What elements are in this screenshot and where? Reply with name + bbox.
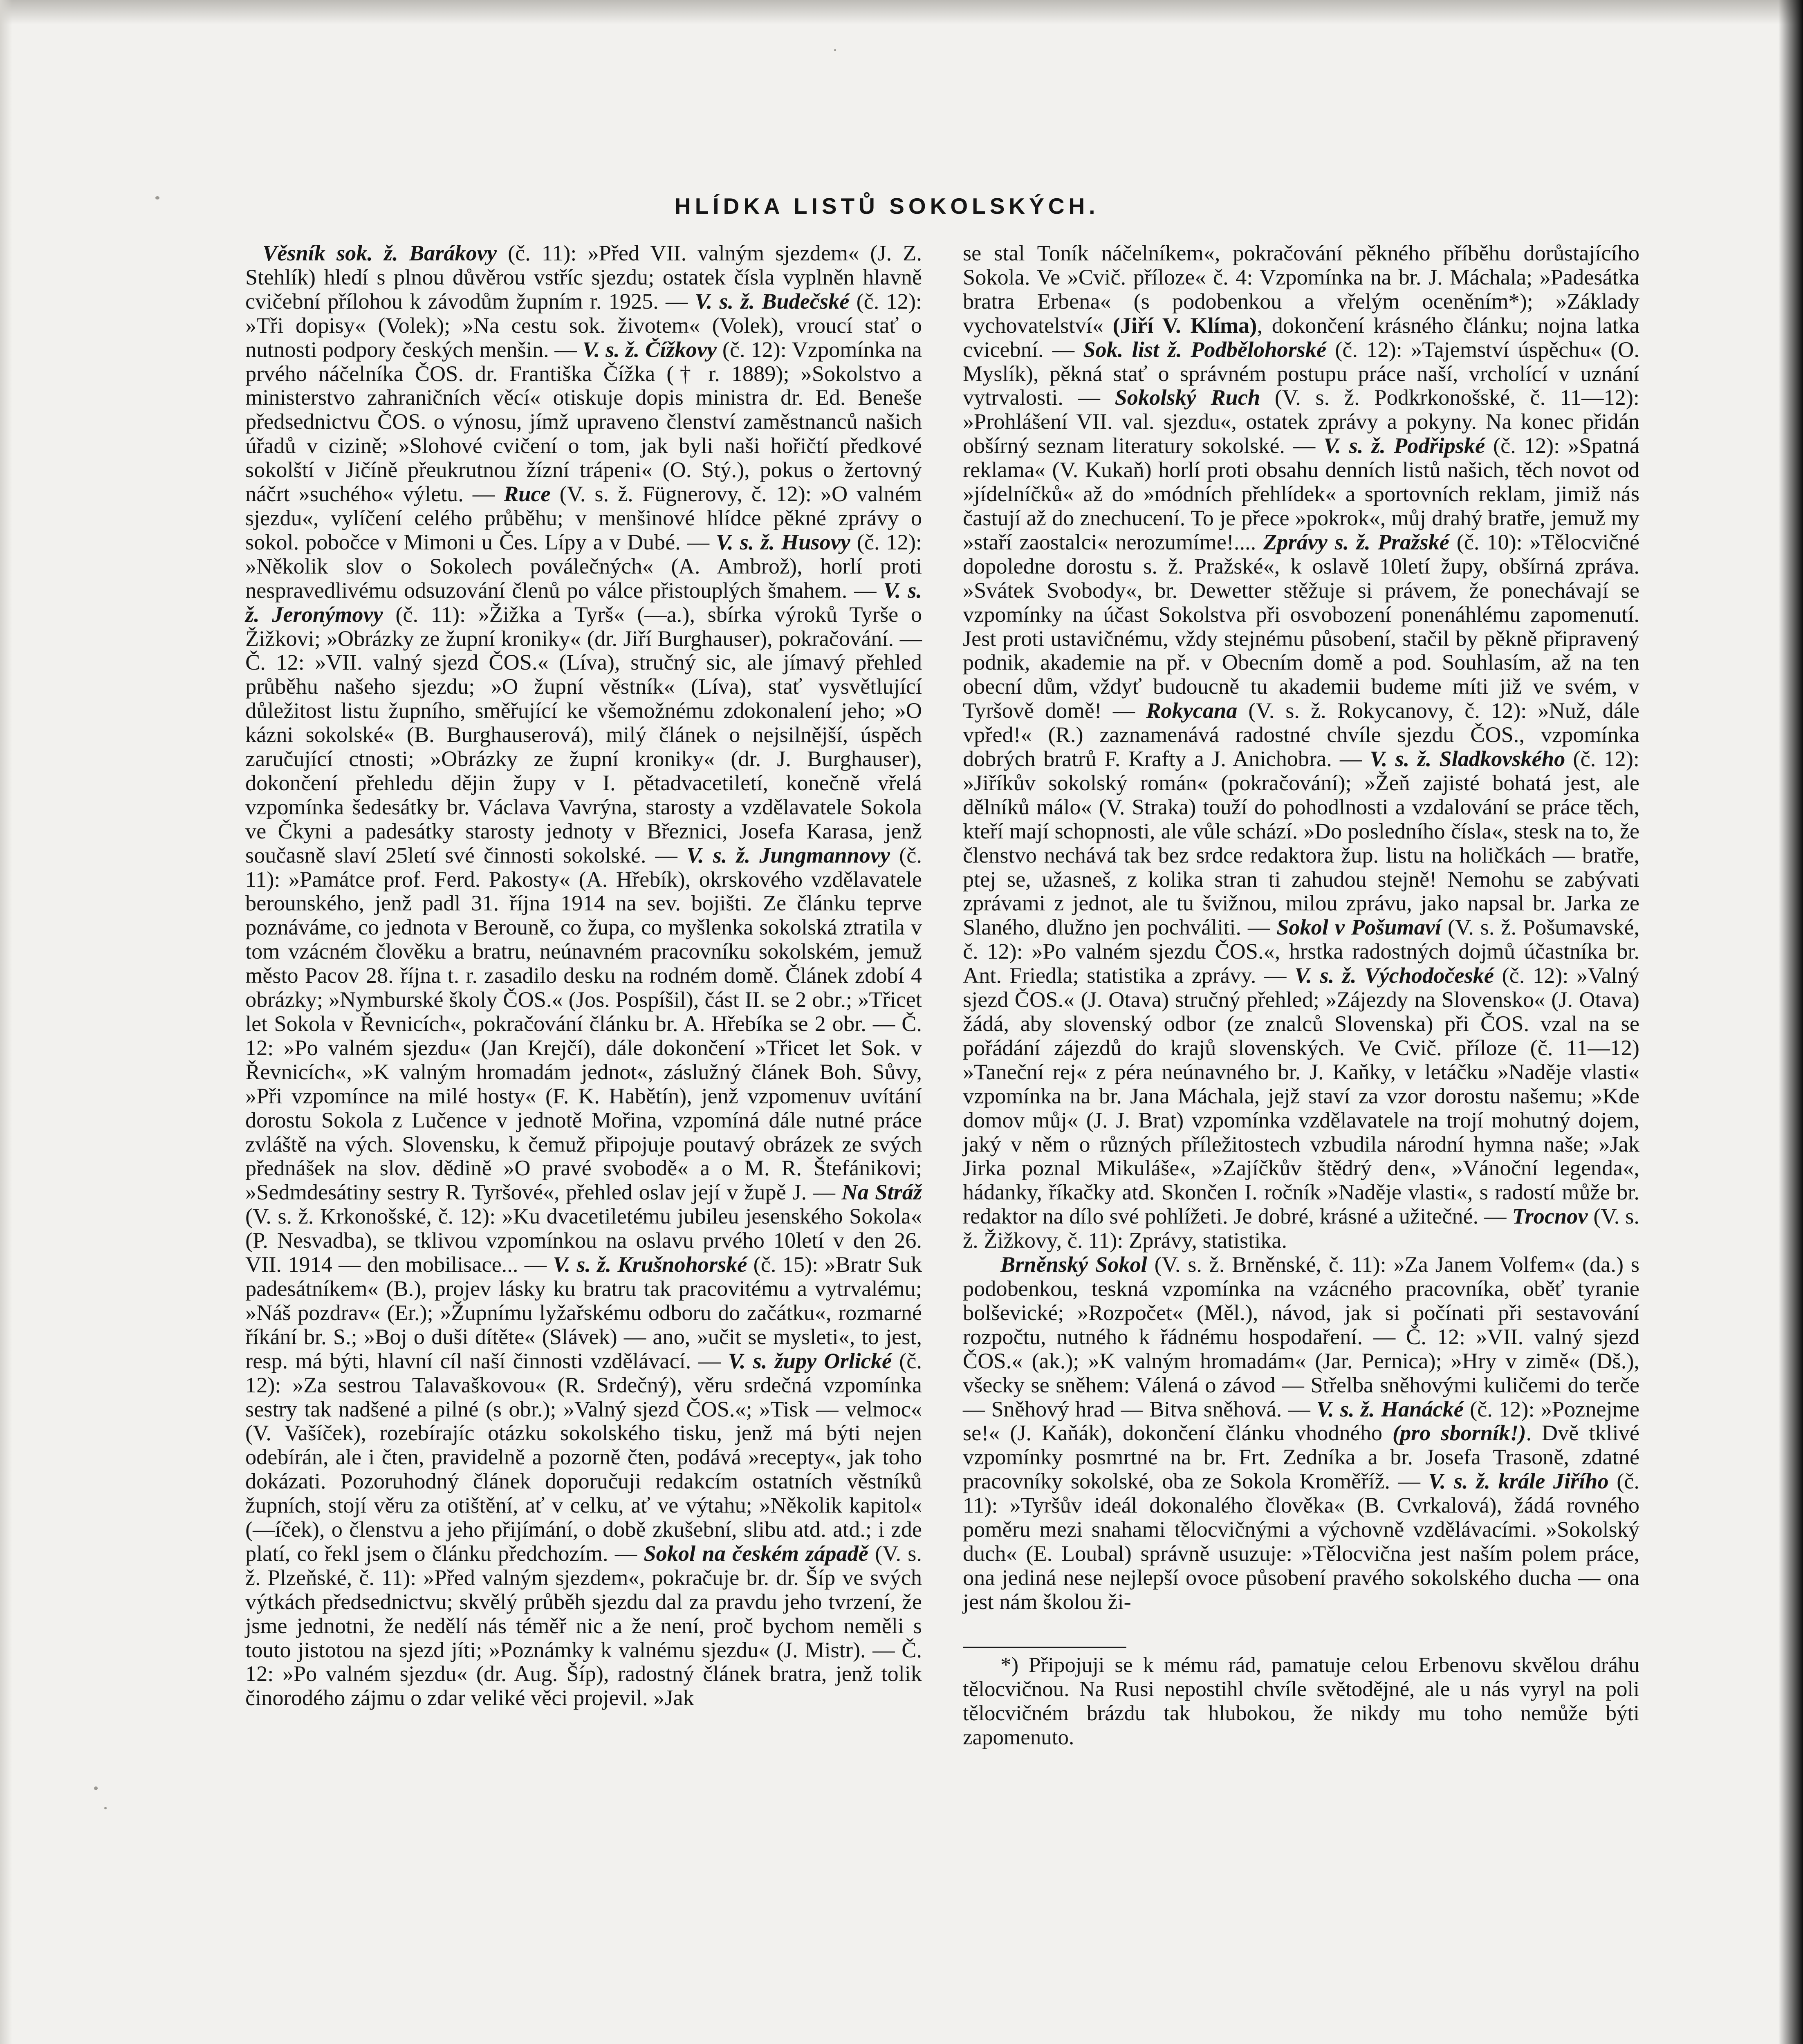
body-text: (V. s. ž. Rokycanovy, č. 12): »Nuž, dále vpřed!« (R.) zaznamenává radostné chvíle sjezdu ČOS., vzpomínka dobrých bratrů F. Krafty a J. Anichobra. — <box>963 698 1639 771</box>
paper-speck <box>104 1807 107 1809</box>
body-text: (V. s. ž. Podkrkonošské, č. 11—12): »Prohlášení VII. val. sjezdu«, ostatek zprávy a pokyny. Na konec přidán obšírný seznam literatury sokolské. — <box>963 385 1639 458</box>
body-text: (č. 12): »Valný sjezd ČOS.« (J. Otava) stručný přehled; »Zájezdy na Slovensko« (J. Otava) žádá, aby slovenský odbor (ze znalců Slovenska) při ČOS. vzal na se pořádání zájezdů do krajů slovenských. Ve Cvič. příloze (č. 11—12) »Taneční rej« z péra neúnavného br. J. Kaňky, v letáčku »Naděje vlasti« vzpomínka na br. Jana Máchala, jejž staví za vzor dorostu našemu; »Kde domov můj« (J. J. Brat) vzpomínka vzdělavatele na trojí mohutný dojem, jaký v něm o různých příležitostech vzbudila národní hymna naše; »Jak Jirka poznal Mikuláše«, »Zajíčkův štědrý den«, »Vánoční legenda«, hádanky, říkačky atd. Skončen I. ročník »Naděje vlasti«, s radostí může br. redaktor na dílo své pohlížeti. Je dobré, krásné a užitečné. — <box>963 963 1639 1229</box>
journal-title: Ruce <box>504 482 551 507</box>
journal-title: V. s. župy Orlické <box>728 1348 892 1373</box>
body-text: (V. s. ž. Plzeňské, č. 11): »Před valným sjezdem«, pokračuje br. dr. Šíp ve svých výtkách předsednictvu; skvělý průběh sjezdu dal za pravdu jeho tvrzení, že jsme jednotni, že nedělí nás téměř nic a že není, proč bychom neměli s touto jistotou na sjezd jíti; »Poznámky k valnému sjezdu« (J. Mistr). — Č. 12: »Po valném sjezdu« (dr. Aug. Šíp), radostný článek bratra, jenž tolik činorodého zájmu o zdar veliké věci projevil. »Jak <box>245 1541 922 1710</box>
journal-title: V. s. ž. Sladkovského <box>1370 746 1565 771</box>
journal-title: V. s. ž. Jeronýmovy <box>245 578 922 627</box>
journal-title: Brněnský Sokol <box>1000 1252 1147 1277</box>
body-text: (č. 11): »Před VII. valným sjezdem« (J. Z. Stehlík) hledí s plnou důvěrou vstříc sjezdu; ostatek čísla vyplněn hlavně cvičební přílohou k závodům župním r. 1925. — <box>245 241 922 314</box>
page-header: HLÍDKA LISTŮ SOKOLSKÝCH. <box>675 193 1099 219</box>
body-text: (V. s. ž. Brněnské, č. 11): »Za Janem Volfem« (da.) s podobenkou, teskná vzpomínka na vzácného pracovníka, oběť tyranie bolševické; »Rozpočet« (Měl.), návod, jak si počínati při sestavování rozpočtu, nutného k řádnému hospodaření. — Č. 12: »VII. valný sjezd ČOS.« (ak.); »K valným hromadám« (Jar. Pernica); »Hry v zimě« (Dš.), všecky se sněhem: Válená o závod — Střelba sněhovými kuličemi do terče — Sněhový hrad — Bitva sněhová. — <box>963 1252 1639 1421</box>
body-text: (V. s. ž. Pošumavské, č. 12): »Po valném sjezdu ČOS.«, hrstka radostných dojmů účastníka br. Ant. Friedla; statistika a zprávy. — <box>963 915 1639 988</box>
journal-title: V. s. ž. Jungmannovy <box>686 843 890 867</box>
body-text: (č. 12): »Za sestrou Talavaškovou« (R. Srdečný), věru srdečná vzpomínka sestry tak nadšené a pilné (s obr.); »Valný sjezd ČOS.«; »Tisk — velmoc« (V. Vašíček), rozebírajíc otázku sokolského tisku, jenž má býti nejen odebírán, ale i čten, pravidelně a pozorně čten, podává »recepty«, jak toho dokázati. Pozoruhodný článek doporučuji redakcím ostatních věstníků župních, stojí věru za otištění, ať v celku, ať ve výtahu; »Několik kapitol« (—íček), o členstvu a jeho přijímání, o době zkušební, slibu atd. atd.; i zde platí, co řekl jsem o článku předchozím. — <box>245 1348 922 1566</box>
body-text: (č. 12): »Tři dopisy« (Volek); »Na cestu sok. životem« (Volek), vroucí stať o nutnosti podpory českých menšin. — <box>245 289 922 362</box>
body-text: se stal Toník náčelníkem«, pokračování pěkného příběhu dorůstajícího Sokola. Ve »Cvič. příloze« č. 4: Vzpomínka na br. J. Máchala; »Padesátka bratra Erbena« (s podobenkou a vřelým oceněním*); »Základy vychovatelství« <box>963 241 1639 338</box>
journal-title: Na Stráž <box>841 1180 922 1205</box>
page-right-edge <box>1778 0 1803 2044</box>
article-paragraph <box>963 241 1639 1253</box>
body-text: (č. 10): »Tělocvičné dopoledne dorostu s. ž. Pražské«, k oslavě 10letí župy, obšírná zpráva. »Svátek Svobody«, br. Dewetter stěžuje si právem, že ponechávají se vzpomínky na účast Sokolstva při osvobození ponenáhlému zapomenutí. Jest proti ustavičnému, vždy stejnému působení, stačil by pěkně připravený podnik, akademie na př. v Obecním domě a pod. Souhlasím, až na ten obecní dům, vždyť budoucně tu akademii budeme míti již ve svém, v Tyršově domě! — <box>963 529 1639 723</box>
journal-title: V. s. ž. Podřipské <box>1323 433 1485 458</box>
body-text: , dokončení krásného článku; nojna latka cvicební. — <box>963 313 1640 362</box>
journal-title: Sok. list ž. Podbělohorské <box>1083 337 1327 362</box>
page-top-shadow <box>0 0 1803 25</box>
body-text: . Dvě tklivé vzpomínky posmrtné na br. Frt. Zedníka a br. Josefa Trasoně, zdatné pracovníky sokolské, oba ze Sokola Kroměříž. — <box>963 1421 1639 1494</box>
left-text-column <box>245 241 922 1710</box>
journal-title: V. s. ž. Krušnohorské <box>553 1252 747 1277</box>
journal-title: V. s. ž. Východočeské <box>1294 963 1494 988</box>
body-text: (č. 11): »Tyršův ideál dokonalého člověka« (B. Cvrkalová), žádá rovného poměru mezi snahami tělocvičnými a výchovně vzdělávacími. »Sokolský duch« (E. Loubal) správně usuzuje: »Tělocvična jest naším polem práce, ona jediná nese nejlepší ovoce působení pravého sokolského ducha — ona jest nám školou ži- <box>963 1469 1639 1614</box>
body-text: (č. 12): Vzpomínka na prvého náčelníka ČOS. dr. Františka Čížka († r. 1889); »Sokolstvo a ministerstvo zahraničních věcí« otiskuje dopis ministra dr. Ed. Beneše předsednictvu ČOS. o výnosu, jímž upraveno členství zaměstnanců našich úřadů v cizině; »Slohové cvičení o tom, jak byli naši hořičtí předkové sokolští v Jičíně přeukrutnou žízní trápeni« (O. Stý.), pokus o žertovný náčrt »suchého« výletu. — <box>245 337 922 507</box>
journal-title: Trocnov <box>1512 1204 1588 1229</box>
journal-title: V. s. ž. Husovy <box>715 529 850 554</box>
body-text: (č. 12): »Jiříkův sokolský román« (pokračování); »Žeň zajisté bohatá jest, ale dělníků málo« (V. Straka) touží do pohodlnosti a vzdalování se práce těch, kteří mají schopnosti, ale vůle schází. »Do posledního čísla«, stesk na to, že členstvo nechává tak bez srdce redaktora žup. listu na holičkách — bratře, ptej se, užasneš, z kolika stran ti zahudou stejně! Nemohu se zabývati zprávami z jednot, ale tu švižnou, milou zprávu, jako napsal br. Jarka ze Slaného, dlužno jen pochváliti. — <box>963 746 1639 940</box>
journal-title: Sokol na českém západě <box>644 1541 868 1566</box>
journal-title: V. s. ž. Hanácké <box>1316 1396 1464 1421</box>
paper-speck <box>155 196 159 199</box>
body-text: (V. s. ž. Žižkovy, č. 11): Zprávy, statistika. <box>963 1204 1639 1253</box>
journal-title: (pro sborník!) <box>1392 1421 1526 1446</box>
journal-title: V. s. ž. Čížkovy <box>582 337 717 362</box>
right-text-column <box>963 241 1639 1750</box>
body-text: (V. s. ž. Fügnerovy, č. 12): »O valném sjezdu«, vylíčení celého průběhu; v menšinové hlídce pěkné zprávy o sokol. pobočce v Mimoni u Čes. Lípy a v Dubé. — <box>245 482 922 554</box>
body-text: (č. 11): »Památce prof. Ferd. Pakosty« (A. Hřebík), okrskového vzdělavatele berounského, jenž padl 31. října 1914 na sev. bojišti. Ze článku teprve poznáváme, co jednota v Berouně, co župa, co myšlenka sokolská ztratila v tom vzácném člověku a bratru, neúnavném pracovníku sokolském, jemuž město Pacov 28. října t. r. zasadilo desku na rodném domě. Článek zdobí 4 obrázky; »Nymburské školy ČOS.« (Jos. Pospíšil), část II. se 2 obr.; »Třicet let Sokola v Řevnicích«, pokračování článku br. A. Hřebíka se 2 obr. — Č. 12: »Po valném sjezdu« (Jan Krejčí), dále dokončení »Třicet let Sok. v Řevnicích«, »K valným hromadám jednot«, záslužný článek Boh. Sůvy, »Při vzpomínce na milé hosty« (F. K. Habětín), jenž vzpomenuv uvítání dorostu Sokola z Lučence v jednotě Mořina, vzpomíná dále nutné práce zvláště na vých. Slovensku, k čemuž připojuje poutavý obrázek ze svých přednášek na slov. dědině »O pravé svobodě« a o M. R. Štefánikovi; »Sedmdesátiny sestry R. Tyršové«, přehled oslav její v župě J. — <box>245 843 922 1205</box>
article-paragraph <box>245 241 922 1710</box>
footnote-divider <box>963 1647 1126 1648</box>
body-text: (č. 12): »Několik slov o Sokolech poválečných« (A. Ambrož), horlí proti nespravedlivému odsuzování členů po válce přistouplých šmahem. — <box>245 529 922 603</box>
body-text: (č. 11): »Žižka a Tyrš« (—a.), sbírka výroků Tyrše o Žižkovi; »Obrázky ze župní kroniky« (dr. Jiří Burghauser), pokračování. — Č. 12: »VII. valný sjezd ČOS.« (Líva), stručný sic, ale jímavý přehled průběhu našeho sjezdu; »O župní věstník« (Líva), stať vysvětlující důležitost listu župního, směřující ke všemožnému zdokonalení jeho; »O kázni sokolské« (B. Burghauserová), milý článek o nejsilnější, úspěch zaručující ctnosti; »Obrázky ze župní kroniky« (dr. J. Burghauser), dokončení přehledu dějin župy v I. pětadvacetiletí, konečně vřelá vzpomínka šedesátky br. Václava Vavrýna, starosty a vzdělavatele Sokola ve Čkyni a padesátky starosty jednoty v Březnici, Josefa Karasa, jenž současně slaví 25letí své činnosti sokolské. — <box>245 602 922 867</box>
article-paragraph <box>963 1253 1639 1614</box>
footnote: *) Připojuji se k mému rád, pamatuje celou Erbenovu skvělou dráhu tělocvičnou. Na Rusi nepostihl chvíle světodějné, ale u nás vyryl na poli tělocvičném brázdu tak hlubokou, že nikdy mu toho nemůže býti zapomenuto. <box>963 1653 1639 1749</box>
journal-title: Zprávy s. ž. Pražské <box>1263 529 1449 554</box>
journal-title: Věsník sok. ž. Barákovy <box>262 241 497 265</box>
page-left-shadow <box>0 0 12 2044</box>
journal-title: Rokycana <box>1146 698 1238 723</box>
bold-text: (Jiří V. Klíma) <box>1112 313 1257 338</box>
body-text: (č. 12): »Poznejme se!« (J. Kaňák), dokončení článku vhodného <box>963 1396 1640 1446</box>
paper-speck <box>834 49 836 51</box>
journal-title: Sokolský Ruch <box>1115 385 1260 410</box>
journal-title: V. s. ž. Budečské <box>695 289 850 314</box>
body-text: (č. 12): »Spatná reklama« (V. Kukaň) horlí proti obsahu denních listů našich, těch novot od »jídelníčků« až do »módních přehlídek« a sportovních reklam, jimiž nás častují až do znechucení. To je přece »pokrok«, můj drahý bratře, jemuž my »staří zaostalci« nerozumíme!.... <box>963 433 1639 554</box>
body-text: (č. 15): »Bratr Suk padesátníkem« (B.), projev lásky ku bratru tak pracovitému a vytrvalému; »Náš pozdrav« (Er.); »Župnímu lyžařskému odboru do začátku«, rozmarné říkání br. S.; »Boj o duši dítěte« (Slávek) — ano, »učit se mysleti«, to jest, resp. má býti, hlavní cíl naší činnosti vzdělávací. — <box>245 1252 922 1373</box>
body-text: (V. s. ž. Krkonošské, č. 12): »Ku dvacetiletému jubileu jesenského Sokola« (P. Nesvadba), se tklivou vzpomínkou na oslavu prvého 10letí v den 26. VII. 1914 — den mobilisace... — <box>245 1204 922 1277</box>
journal-title: Sokol v Pošumaví <box>1276 915 1442 940</box>
journal-title: V. s. ž. krále Jiřího <box>1428 1469 1609 1494</box>
paper-speck <box>94 1786 98 1790</box>
body-text: (č. 12): »Tajemství úspěchu« (O. Myslík), pěkná stať o správném postupu práce naší, vrcholící v uznání vytrvalosti. — <box>963 337 1640 410</box>
